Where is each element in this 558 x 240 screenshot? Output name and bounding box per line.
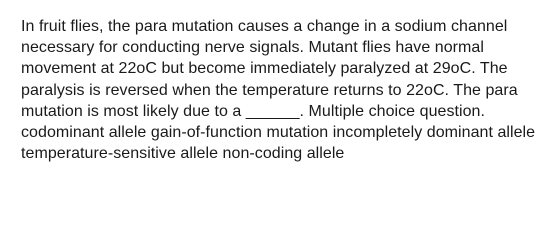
question-text: In fruit flies, the para mutation causes a change in a sodium channel necessary for conducting nerve signals. Mutant flies have normal movement at 22oC but become immediately paralyzed at 29oC. The paralysis is reversed when the temperature returns to 22oC. The para mutation is most likely due to a ______. Multiple choice question. codominant allele gain-of-function mutation incompletely dominant allele temperature-sensitive allele non-coding allele xyxy=(21,18,536,163)
